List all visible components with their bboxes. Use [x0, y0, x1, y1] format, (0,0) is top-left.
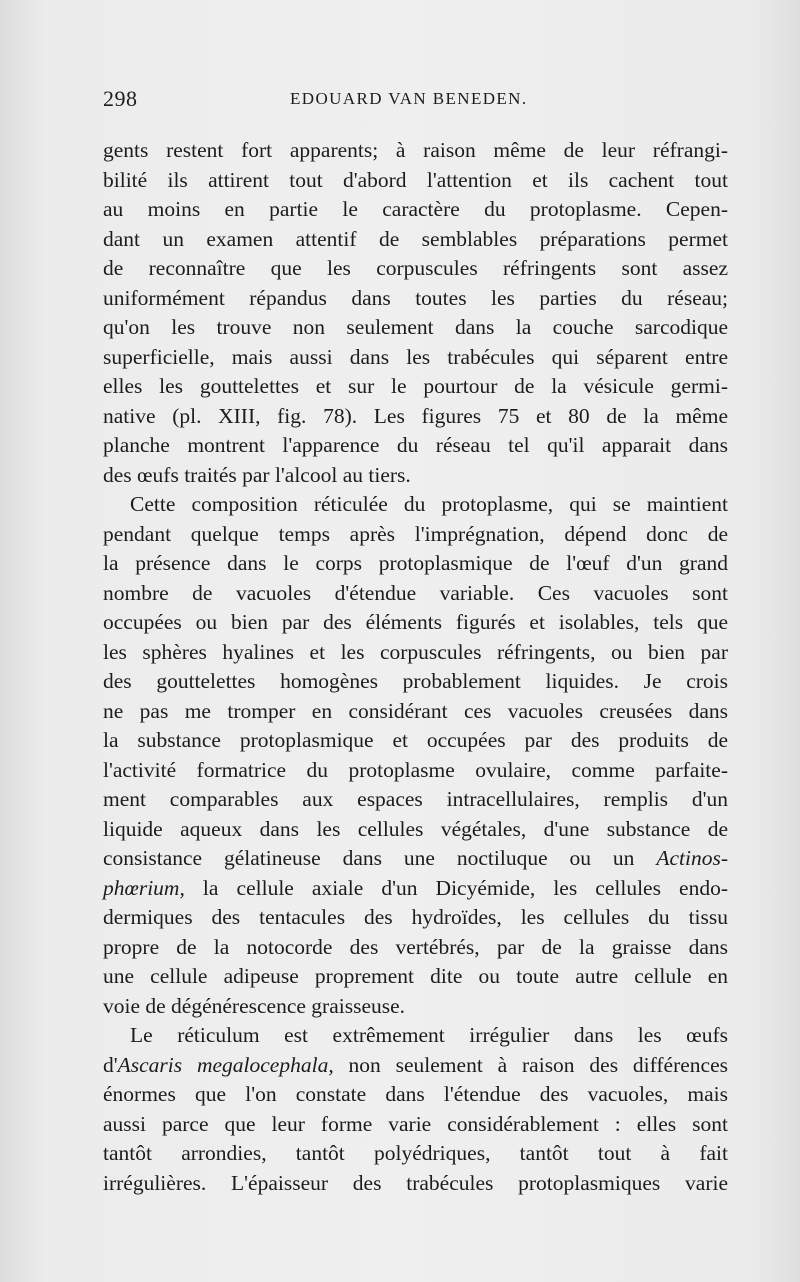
text-line	[103, 1051, 728, 1081]
text-line: superficielle, mais aussi dans les trabécules qui séparent entre	[103, 344, 728, 369]
text-line: planche montrent l'apparence du réseau tel qu'il apparait dans	[103, 433, 728, 457]
text-line: native (pl. XIII, fig. 78). Les figures 75 et 80 de la même	[103, 403, 728, 428]
body-text	[103, 136, 728, 1198]
text-line: voie de dégénérescence graisseuse.	[103, 993, 406, 1018]
text-line: qu'on les trouve non seulement dans la couche sarcodique	[103, 315, 728, 339]
text-line: énormes que l'on constate dans l'étendue des vacuoles, mais	[103, 1082, 728, 1106]
text-line: ment comparables aux espaces intracellulaires, remplis d'un	[103, 787, 728, 811]
page-header	[103, 86, 728, 116]
text-line: bilité ils attirent tout d'abord l'attention et ils cachent tout	[103, 167, 728, 192]
text-line: gents restent fort apparents; à raison même de leur réfrangi-	[103, 138, 728, 162]
text-line: elles les gouttelettes et sur le pourtour de la vésicule germi-	[103, 374, 728, 398]
text-line: occupées ou bien par des éléments figurés et isolables, tels que	[103, 610, 728, 634]
text-line: propre de la notocorde des vertébrés, par de la graisse dans	[103, 934, 728, 959]
text-line: Le réticulum est extrêmement irrégulier dans les œufs	[130, 1023, 728, 1047]
text-line: l'activité formatrice du protoplasme ovulaire, comme parfaite-	[103, 757, 728, 782]
text-line	[103, 844, 728, 874]
italic-taxon: phœrium,	[103, 875, 185, 900]
running-head: EDOUARD VAN BENEDEN.	[290, 89, 528, 108]
text-line: au moins en partie le caractère du protoplasme. Cepen-	[103, 197, 728, 221]
text-line: nombre de vacuoles d'étendue variable. Ces vacuoles sont	[103, 580, 728, 605]
text-line: des œufs traités par l'alcool au tiers.	[103, 462, 411, 487]
text-line: tantôt arrondies, tantôt polyédriques, tantôt tout à fait	[103, 1141, 728, 1165]
text-run: consistance gélatineuse dans une noctiluque ou un	[103, 846, 657, 870]
text-line: liquide aqueux dans les cellules végétales, d'une substance de	[103, 816, 728, 841]
text-line: une cellule adipeuse proprement dite ou toute autre cellule en	[103, 964, 728, 988]
text-run: non seulement à raison des différences	[333, 1052, 729, 1077]
text-line: de reconnaître que les corpuscules réfringents sont assez	[103, 256, 728, 280]
text-line: irrégulières. L'épaisseur des trabécules protoplasmiques varie	[103, 1170, 728, 1195]
text-line: uniformément répandus dans toutes les parties du réseau;	[103, 285, 728, 310]
italic-taxon: Actinos-	[656, 846, 728, 870]
italic-taxon: Ascaris megalocephala,	[117, 1052, 334, 1077]
page-number: 298	[103, 86, 138, 111]
text-line: pendant quelque temps après l'imprégnation, dépend donc de	[103, 521, 728, 546]
text-line: Cette composition réticulée du protoplasme, qui se maintient	[130, 492, 728, 516]
text-run: la cellule axiale d'un Dicyémide, les cellules endo-	[184, 875, 728, 900]
text-run: d'	[103, 1052, 118, 1077]
text-line: la présence dans le corps protoplasmique de l'œuf d'un grand	[103, 551, 728, 575]
text-line: les sphères hyalines et les corpuscules réfringents, ou bien par	[103, 639, 728, 664]
text-line: dermiques des tentacules des hydroïdes, les cellules du tissu	[103, 905, 728, 929]
text-line: des gouttelettes homogènes probablement liquides. Je crois	[103, 669, 728, 693]
text-line: aussi parce que leur forme varie considérablement : elles sont	[103, 1111, 728, 1136]
text-line: ne pas me tromper en considérant ces vacuoles creusées dans	[103, 698, 728, 723]
text-line	[103, 874, 728, 904]
text-line: la substance protoplasmique et occupées par des produits de	[103, 728, 728, 752]
text-line: dant un examen attentif de semblables préparations permet	[103, 226, 728, 251]
